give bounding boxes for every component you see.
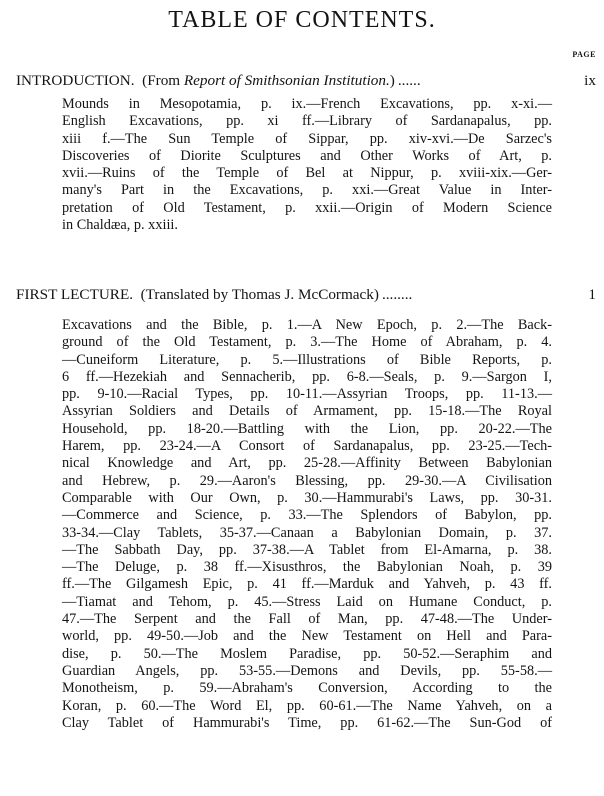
introduction-page-number: ix (584, 72, 596, 89)
summary-line: —Cuneiform Literature, p. 5.—Illustrations of Bible Reports, p. (62, 351, 552, 368)
summary-line: Discoveries of Diorite Sculptures and Other Works of Art, p. (62, 147, 552, 164)
summary-line: world, pp. 49-50.—Job and the New Testament on Hell and Para- (62, 628, 552, 645)
introduction-note-suffix: ) (389, 72, 395, 89)
summary-line: Harem, pp. 23-24.—A Consort of Sardanapalus, pp. 23-25.—Tech- (62, 438, 552, 455)
introduction-summary (62, 96, 552, 234)
introduction-leader-dots: ...... (397, 72, 421, 89)
introduction-heading (16, 71, 395, 91)
summary-line: ground of the Old Testament, p. 3.—The Home of Abraham, p. 4. (62, 334, 552, 351)
summary-line: 6 ff.—Hezekiah and Sennacherib, pp. 6-8.—Seals, p. 9.—Sargon I, (62, 368, 552, 385)
summary-line: pretation of Old Testament, p. xxii.—Origin of Modern Science (62, 199, 552, 216)
first-lecture-page-number: 1 (588, 286, 596, 303)
summary-line: —Commerce and Science, p. 33.—The Splendors of Babylon, pp. (62, 507, 552, 524)
summary-line: 33-34.—Clay Tablets, 35-37.—Canaan a Babylonian Domain, p. 37. (62, 524, 552, 541)
summary-line: —The Deluge, p. 38 ff.—Xisusthros, the Babylonian Noah, p. 39 (62, 559, 552, 576)
summary-line: many's Part in the Excavations, p. xxi.—Great Value in Inter- (62, 182, 552, 199)
summary-line: Guardian Angels, pp. 53-55.—Demons and Devils, pp. 55-58.— (62, 662, 552, 679)
summary-line: pp. 9-10.—Racial Types, pp. 10-11.—Assyrian Troops, pp. 11-13.— (62, 386, 552, 403)
summary-line: —Tiamat and Tehom, p. 45.—Stress Laid on Humane Conduct, p. (62, 593, 552, 610)
introduction-heading-label: INTRODUCTION. (16, 72, 135, 89)
summary-line: —The Sabbath Day, pp. 37-38.—A Tablet from El-Amarna, p. 38. (62, 541, 552, 558)
page-column-label: PAGE (572, 50, 596, 59)
first-lecture-heading-row (16, 285, 596, 305)
summary-line: Household, pp. 18-20.—Battling with the Lion, pp. 20-22.—The (62, 420, 552, 437)
first-lecture-note: (Translated by Thomas J. McCormack) (140, 286, 379, 303)
first-lecture-heading-label: FIRST LECTURE. (16, 286, 134, 303)
introduction-heading-row (16, 71, 596, 91)
summary-line: nical Knowledge and Art, pp. 25-28.—Affinity Between Babylonian (62, 455, 552, 472)
summary-line: and Hebrew, p. 29.—Aaron's Blessing, pp. 29-30.—A Civilisation (62, 472, 552, 489)
introduction-note-source: Report of Smithsonian Institution. (183, 72, 390, 89)
summary-line: Comparable with Our Own, p. 30.—Hammurabi's Laws, pp. 30-31. (62, 489, 552, 506)
page-title: TABLE OF CONTENTS. (168, 7, 436, 33)
summary-line: Monotheism, p. 59.—Abraham's Conversion, According to the (62, 680, 552, 697)
summary-line: xiii f.—The Sun Temple of Sippar, pp. xiv-xvi.—De Sarzec's (62, 130, 552, 147)
summary-line: Clay Tablet of Hammurabi's Time, pp. 61-62.—The Sun-God of (62, 714, 552, 731)
summary-line: English Excavations, pp. xi ff.—Library of Sardanapalus, pp. (62, 113, 552, 130)
summary-line: dise, p. 50.—The Moslem Paradise, pp. 50-52.—Seraphim and (62, 645, 552, 662)
summary-line: Koran, p. 60.—The Word El, pp. 60-61.—The Name Yahveh, on a (62, 697, 552, 714)
summary-line: ff.—The Gilgamesh Epic, p. 41 ff.—Marduk and Yahveh, p. 43 ff. (62, 576, 552, 593)
first-lecture-summary (62, 317, 552, 732)
summary-line: Assyrian Soldiers and Details of Armament, pp. 15-18.—The Royal (62, 403, 552, 420)
first-lecture-heading (16, 285, 379, 305)
summary-line: xvii.—Ruins of the Temple of Bel at Nippur, p. xviii-xix.—Ger- (62, 165, 552, 182)
summary-line: Excavations and the Bible, p. 1.—A New Epoch, p. 2.—The Back- (62, 317, 552, 333)
summary-line: in Chaldæa, p. xxiii. (62, 217, 178, 234)
introduction-note-prefix: (From (142, 72, 184, 89)
summary-line: Mounds in Mesopotamia, p. ix.—French Excavations, pp. x-xi.— (62, 96, 552, 112)
first-lecture-leader-dots: ........ (381, 286, 413, 303)
summary-line: 47.—The Serpent and the Fall of Man, pp. 47-48.—The Under- (62, 611, 552, 628)
